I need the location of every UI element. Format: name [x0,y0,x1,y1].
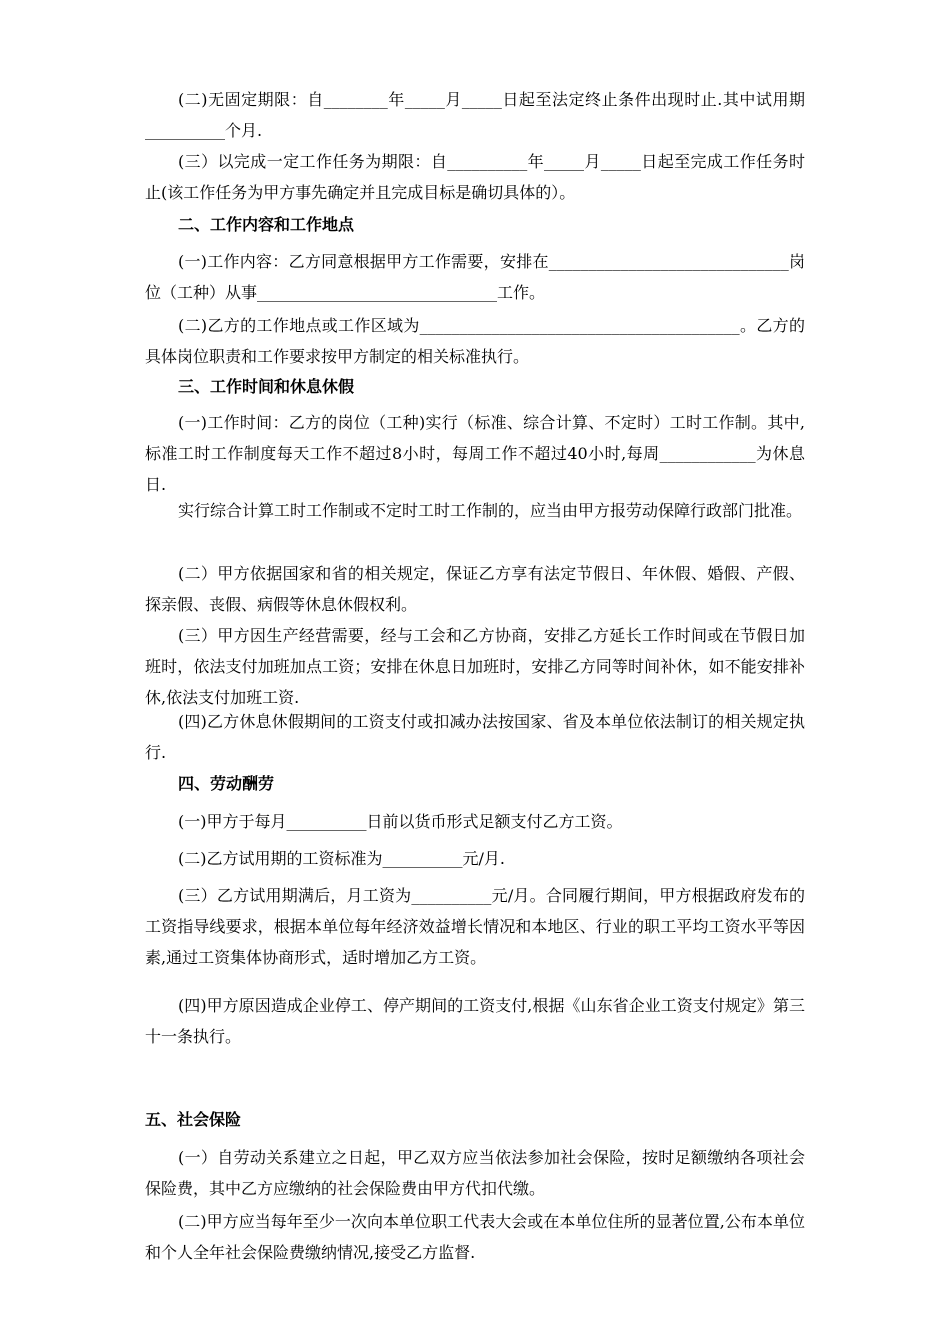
clause-stoppage-pay: (四)甲方原因造成企业停工、停产期间的工资支付,根据《山东省企业工资支付规定》第三十一条执行。 [145,996,805,1046]
section-heading-work-time: 三、工作时间和休息休假 [178,377,355,396]
clause-comprehensive-hours: 实行综合计算工时工作制或不定时工时工作制的，应当由甲方报劳动保障行政部门批准。 [178,501,803,520]
clause-trial-pay: (二)乙方试用期的工资标准为__________元/月. [178,849,505,868]
clause-pay-date: (一)甲方于每月__________日前以货币形式足额支付乙方工资。 [178,812,623,831]
clause-task-term: (三）以完成一定工作任务为期限：自__________年_____月_____日起至完成工作任务时止(该工作任务为甲方事先确定并且完成目标是确切具体的）。 [145,152,805,202]
clause-work-time: (一)工作时间：乙方的岗位（工种)实行（标准、综合计算、不定时）工时工作制。其中,标准工时工作制度每天工作不超过8小时，每周工作不超过40小时,每周____________为休息日. [145,413,805,494]
clause-monthly-pay: (三）乙方试用期满后，月工资为__________元/月。合同履行期间，甲方根据政府发布的工资指导线要求，根据本单位每年经济效益增长情况和本地区、行业的职工平均工资水平等因素,通过工资集体协商形式，适时增加乙方工资。 [145,886,805,967]
clause-work-location: (二)乙方的工作地点或工作区域为________________________________________。乙方的具体岗位职责和工作要求按甲方制定的相关标准执行。 [145,316,805,366]
section-heading-work-content: 二、工作内容和工作地点 [178,215,355,234]
section-heading-social-insurance: 五、社会保险 [145,1110,242,1129]
clause-no-fixed-term: (二)无固定期限：自________年_____月_____日起至法定终止条件出现时止.其中试用期__________个月. [145,90,805,140]
clause-leave-pay: (四)乙方休息休假期间的工资支付或扣减办法按国家、省及本单位依法制订的相关规定执行. [145,712,805,762]
clause-overtime: (三）甲方因生产经营需要，经与工会和乙方协商，安排乙方延长工作时间或在节假日加班时，依法支付加班加点工资；安排在休息日加班时，安排乙方同等时间补休，如不能安排补休,依法支付加班工资. [145,626,805,707]
clause-holidays: (二）甲方依据国家和省的相关规定，保证乙方享有法定节假日、年休假、婚假、产假、探亲假、丧假、病假等休息休假权利。 [145,564,805,614]
clause-social-insurance: (一）自劳动关系建立之日起，甲乙双方应当依法参加社会保险，按时足额缴纳各项社会保险费，其中乙方应缴纳的社会保险费由甲方代扣代缴。 [145,1148,805,1198]
clause-disclosure: (二)甲方应当每年至少一次向本单位职工代表大会或在本单位住所的显著位置,公布本单位和个人全年社会保险费缴纳情况,接受乙方监督. [145,1212,805,1262]
clause-work-content: (一)工作内容：乙方同意根据甲方工作需要，安排在______________________________岗位（工种）从事______________________________工作。 [145,252,805,302]
section-heading-remuneration: 四、劳动酬劳 [178,774,275,793]
